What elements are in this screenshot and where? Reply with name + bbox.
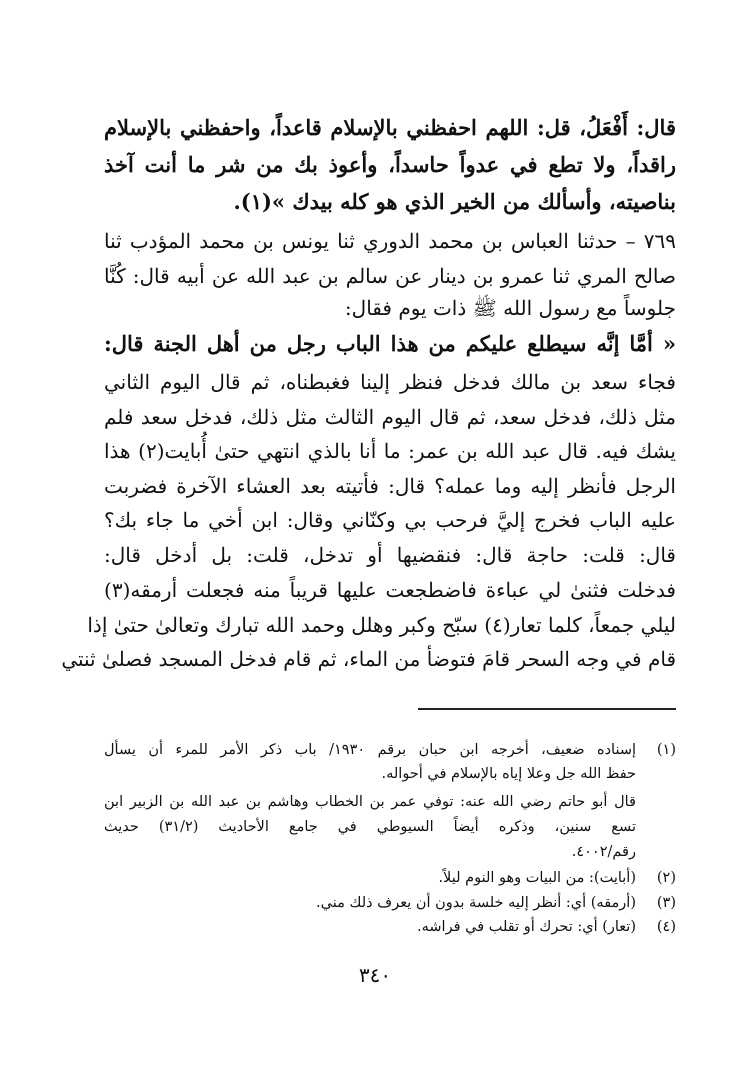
footnote <box>104 891 676 915</box>
text-line: قال: قلت: حاجة قال: فنقضيها أو تدخل، قلت: بل أدخل قال: <box>104 543 676 567</box>
footnote <box>104 866 676 890</box>
text-line: قام في وجه السحر قامَ فتوضأ من الماء، ثم قام فدخل المسجد فصلىٰ ثنتي <box>61 647 676 671</box>
page-number: ٣٤٠ <box>358 963 392 987</box>
footnote-text: (تعار) أي: تحرك أو تقلب في فراشه. <box>417 919 636 935</box>
footnote-number: (٢) <box>656 870 676 886</box>
text-line: فجاء سعد بن مالك فدخل فنظر إلينا فغبطناه، ثم قال اليوم الثاني <box>104 370 676 394</box>
footnote-text: رقم/٤٠٠٢. <box>571 844 636 860</box>
text-line: قال: أَفْعَلُ، قل: اللهم احفظني بالإسلام قاعداً، واحفظني بالإسلام <box>104 115 676 140</box>
footnote-line <box>104 790 676 814</box>
text-line: يشك فيه. قال عبد الله بن عمر: ما أنا بالذي انتهي حتىٰ أُبايت(٢) هذا <box>104 439 676 463</box>
text-line: فدخلت فثنىٰ لي عباءة فاضطجعت عليها قريباً منه فجعلت أرمقه(٣) <box>104 578 676 602</box>
text-line: ليلي جمعاً، كلما تعار(٤) سبّح وكبر وهلل وحمد الله تبارك وتعالىٰ حتىٰ إذا <box>87 613 676 637</box>
footnote-text: (أبايت): من البيات وهو النوم ليلاً. <box>438 870 636 886</box>
text-line: جلوساً مع رسول الله ﷺ ذات يوم فقال: <box>344 296 676 320</box>
footnote-line <box>104 815 676 839</box>
footnote-line <box>104 840 676 864</box>
text-line: مثل ذلك، فدخل سعد، ثم قال اليوم الثالث مثل ذلك، فدخل سعد فلم <box>104 405 676 429</box>
footnote <box>104 915 676 939</box>
text-line: بناصيته، وأسألك من الخير الذي هو كله بيدك »(١). <box>233 189 676 214</box>
footnote-text: تسع سنين، وذكره أيضاً السيوطي في جامع الأحاديث (٣١/٢) حديث <box>104 819 636 835</box>
footnote-separator <box>418 708 676 710</box>
footnote <box>104 738 676 762</box>
footnote-number: (٣) <box>656 895 676 911</box>
text-line: راقداً، ولا تطع في عدواً حاسداً، وأعوذ بك من شر ما أنت آخذ <box>104 152 676 177</box>
text-line: « أمَّا إنَّه سيطلع عليكم من هذا الباب رجل من أهل الجنة قال: <box>104 331 676 356</box>
footnote-text: (أرمقه) أي: أنظر إليه خلسة بدون أن يعرف ذلك مني. <box>316 895 636 911</box>
footnote-line <box>104 762 676 786</box>
text-line: ٧٦٩ – حدثنا العباس بن محمد الدوري ثنا يونس بن محمد المؤدب ثنا <box>104 229 676 253</box>
footnote-number: (١) <box>656 742 676 758</box>
footnote-text: إسناده ضعيف، أخرجه ابن حبان برقم ١٩٣٠/ باب ذكر الأمر للمرء أن يسأل <box>104 742 636 758</box>
footnote-number: (٤) <box>656 919 676 935</box>
text-line: صالح المري ثنا عمرو بن دينار عن سالم بن عبد الله عن أبيه قال: كُنَّا <box>104 264 676 288</box>
footnote-text: حفظ الله جل وعلا إياه بالإسلام في أحواله. <box>381 766 636 782</box>
text-line: عليه الباب فخرج إليَّ فرحب بي وكنّاني وقال: ابن أخي ما جاء بك؟ <box>104 508 676 532</box>
text-line: الرجل فأنظر إليه وما عمله؟ قال: فأتيته بعد العشاء الآخرة فضربت <box>104 474 676 498</box>
footnote-text: قال أبو حاتم رضي الله عنه: توفي عمر بن الخطاب وهاشم بن عبد الله بن الزبير ابن <box>104 794 636 810</box>
